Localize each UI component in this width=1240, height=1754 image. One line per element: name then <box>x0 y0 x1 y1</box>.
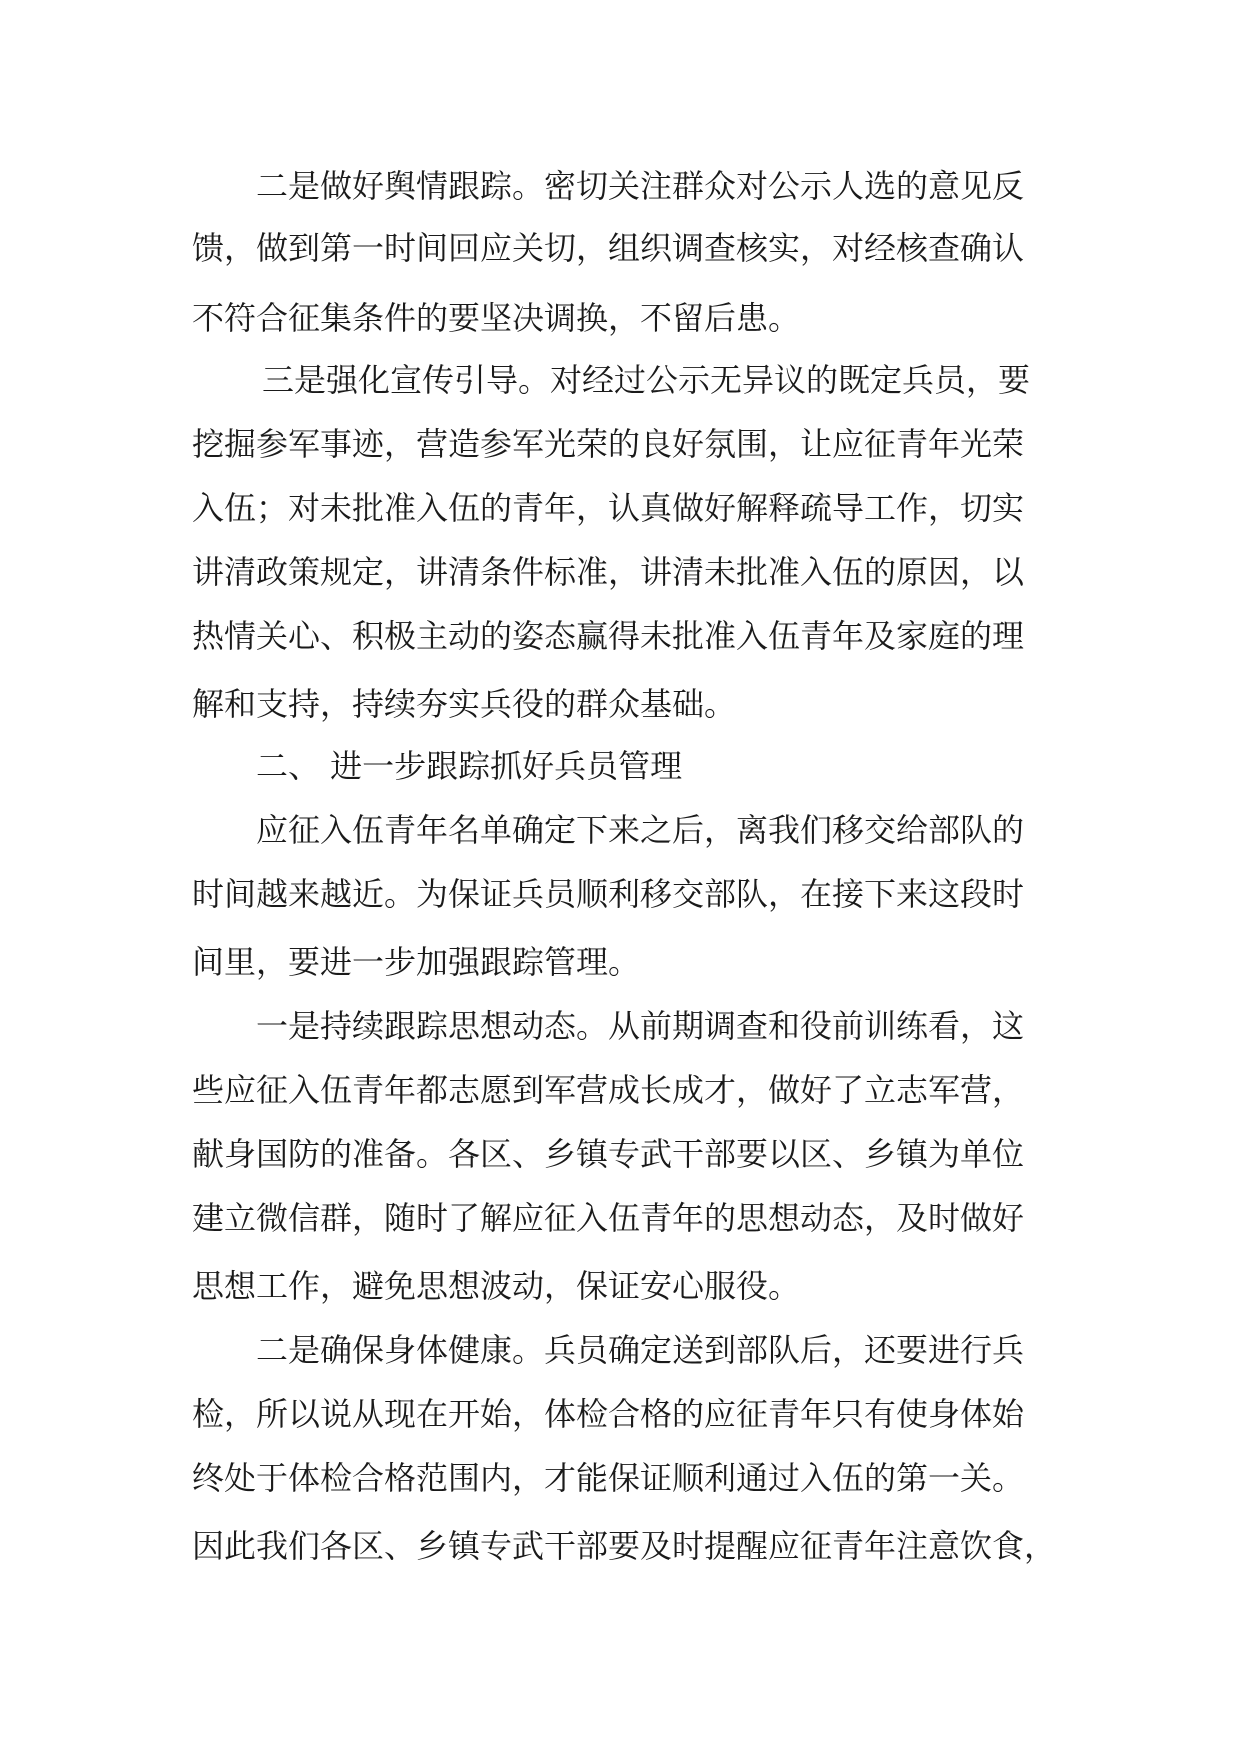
paragraph-3-line-1: 应征入伍青年名单确定下来之后，离我们移交给部队的 <box>256 811 1025 849</box>
paragraph-5-line-1: 二是确保身体健康。兵员确定送到部队后，还要进行兵 <box>256 1331 1025 1369</box>
paragraph-2-line-1: 三是强化宣传引导。对经过公示无异议的既定兵员，要 <box>262 361 1031 399</box>
paragraph-1-line-1: 二是做好舆情跟踪。密切关注群众对公示人选的意见反 <box>256 167 1025 205</box>
paragraph-5-line-4: 因此我们各区、乡镇专武干部要及时提醒应征青年注意饮食， <box>192 1527 1057 1565</box>
paragraph-2-line-5: 热情关心、积极主动的姿态赢得未批准入伍青年及家庭的理 <box>192 617 1025 655</box>
paragraph-3-line-3: 间里，要进一步加强跟踪管理。 <box>192 943 641 981</box>
paragraph-2-line-3: 入伍；对未批准入伍的青年，认真做好解释疏导工作，切实 <box>192 489 1025 527</box>
paragraph-4-line-4: 建立微信群，随时了解应征入伍青年的思想动态，及时做好 <box>192 1199 1025 1237</box>
paragraph-2-line-4: 讲清政策规定，讲清条件标准，讲清未批准入伍的原因，以 <box>192 553 1025 591</box>
paragraph-4-line-5: 思想工作，避免思想波动，保证安心服役。 <box>192 1267 801 1305</box>
paragraph-4-line-3: 献身国防的准备。各区、乡镇专武干部要以区、乡镇为单位 <box>192 1135 1025 1173</box>
paragraph-2-line-6: 解和支持，持续夯实兵役的群众基础。 <box>192 685 737 723</box>
paragraph-1-line-3: 不符合征集条件的要坚决调换，不留后患。 <box>192 299 801 337</box>
paragraph-4-line-2: 些应征入伍青年都志愿到军营成长成才，做好了立志军营， <box>192 1071 1025 1109</box>
paragraph-2-line-2: 挖掘参军事迹，营造参军光荣的良好氛围，让应征青年光荣 <box>192 425 1025 463</box>
paragraph-5-line-2: 检，所以说从现在开始，体检合格的应征青年只有使身体始 <box>192 1395 1025 1433</box>
paragraph-3-line-2: 时间越来越近。为保证兵员顺利移交部队，在接下来这段时 <box>192 875 1025 913</box>
section-heading: 二、 进一步跟踪抓好兵员管理 <box>256 747 683 785</box>
paragraph-5-line-3: 终处于体检合格范围内，才能保证顺利通过入伍的第一关。 <box>192 1459 1025 1497</box>
paragraph-1-line-2: 馈，做到第一时间回应关切，组织调查核实，对经核查确认 <box>192 229 1025 267</box>
paragraph-4-line-1: 一是持续跟踪思想动态。从前期调查和役前训练看，这 <box>256 1007 1025 1045</box>
